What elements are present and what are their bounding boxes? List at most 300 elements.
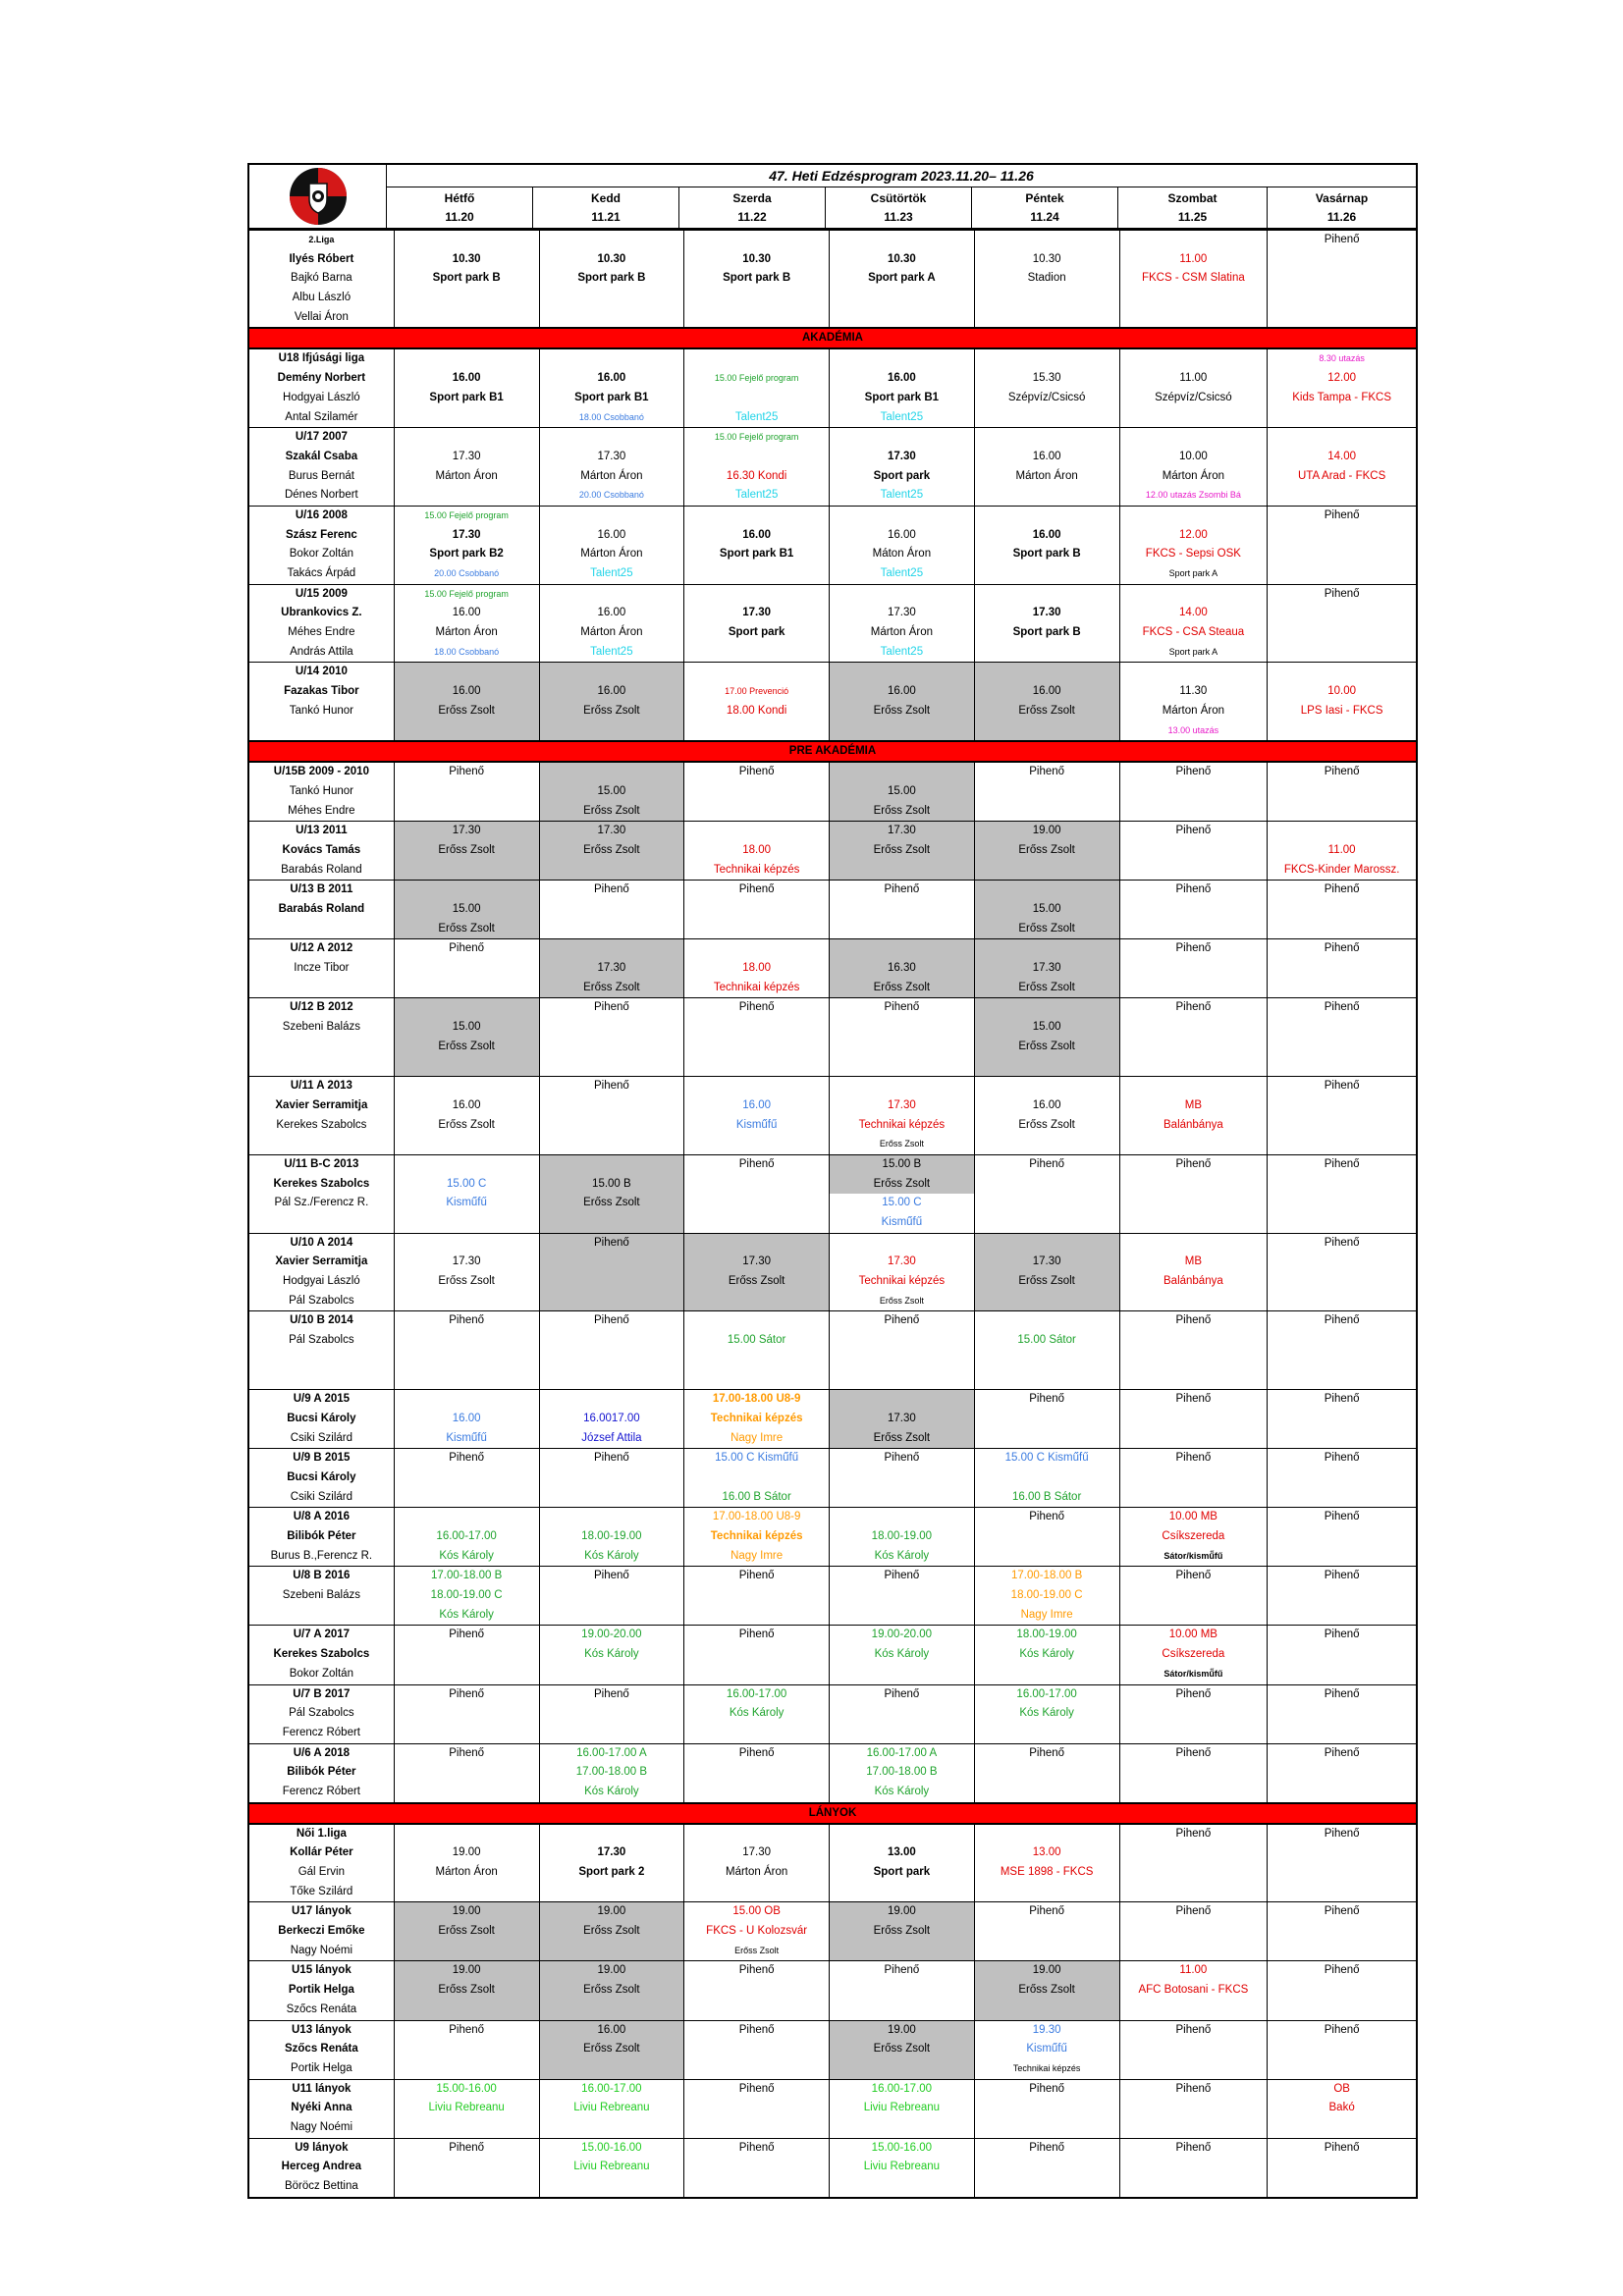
table-row	[249, 662, 1416, 682]
schedule-cell	[1120, 1942, 1269, 1961]
schedule-cell	[684, 1351, 830, 1370]
schedule-cell: Kós Károly	[830, 1783, 975, 1802]
schedule-cell	[540, 1586, 685, 1606]
schedule-cell: 15.00 C Kismű̋fű	[684, 1449, 830, 1468]
schedule-cell: 15.00 Sátor	[975, 1331, 1120, 1351]
schedule-cell	[540, 1508, 685, 1527]
schedule-cell	[1120, 1077, 1269, 1096]
schedule-cell	[830, 1468, 975, 1488]
table-row	[249, 1704, 1416, 1724]
schedule-cell	[975, 881, 1120, 900]
schedule-cell	[684, 663, 830, 682]
schedule-cell: Szépvíz/Csicsó	[975, 389, 1120, 408]
schedule-cell: Pihenő	[1120, 2139, 1269, 2159]
schedule-cell	[975, 1527, 1120, 1547]
schedule-cell	[540, 585, 685, 605]
schedule-cell: Pihenő	[395, 1311, 540, 1331]
schedule-cell: Márton Áron	[395, 623, 540, 643]
schedule-cell	[1120, 1213, 1269, 1233]
table-row	[249, 1233, 1416, 1254]
schedule-cell: Erőss Zsolt	[395, 1272, 540, 1292]
schedule-cell: Márton Áron	[540, 467, 685, 487]
team-label-cell: Barabás Roland	[249, 900, 395, 920]
schedule-cell: Pihenő	[684, 1155, 830, 1175]
team-label-cell: Kollár Péter	[249, 1843, 395, 1863]
schedule-cell	[975, 782, 1120, 802]
schedule-cell: Pihenő	[395, 763, 540, 782]
schedule-cell: Erőss Zsolt	[395, 702, 540, 721]
schedule-cell: 19.00	[540, 1961, 685, 1981]
table-row	[249, 1922, 1416, 1942]
schedule-cell: 17.30	[684, 1843, 830, 1863]
schedule-cell: Pihenő	[1324, 1157, 1360, 1170]
table-row	[249, 2118, 1416, 2138]
schedule-cell	[975, 2177, 1120, 2197]
schedule-cell	[830, 763, 975, 782]
schedule-cell: Csíkszereda	[1120, 1645, 1269, 1665]
table-row	[249, 2040, 1416, 2059]
schedule-cell: 10.00 MB	[1120, 1508, 1269, 1527]
schedule-cell: Erőss Zsolt	[395, 1922, 540, 1942]
table-row	[249, 1665, 1416, 1684]
schedule-cell: 15.00-16.00	[540, 2139, 685, 2159]
schedule-cell: Pihenő	[684, 881, 830, 900]
table-row	[249, 2158, 1416, 2177]
team-label-cell: U/15B 2009 - 2010	[249, 763, 395, 782]
schedule-cell	[975, 1410, 1120, 1429]
schedule-cell: Erőss Zsolt	[975, 702, 1120, 721]
schedule-cell	[395, 1942, 540, 1961]
schedule-cell	[830, 663, 975, 682]
schedule-cell: 15.00 C	[395, 1175, 540, 1195]
table-row	[249, 1625, 1416, 1645]
schedule-cell	[975, 1135, 1120, 1154]
schedule-cell: Kismű̋fű	[975, 2040, 1120, 2059]
schedule-cell	[975, 939, 1120, 959]
schedule-cell: Kós Károly	[395, 1547, 540, 1567]
schedule-cell: Pihenő	[1120, 1567, 1269, 1586]
day-date: 11.26	[1326, 209, 1357, 224]
schedule-cell	[684, 1586, 830, 1606]
schedule-cell: Pihenő	[395, 1626, 540, 1645]
table-row	[249, 2059, 1416, 2079]
schedule-cell: Balánbánya	[1120, 1272, 1269, 1292]
schedule-cell: 15.00	[975, 900, 1120, 920]
schedule-cell: Márton Áron	[975, 467, 1120, 487]
schedule-cell: Talent25	[830, 486, 975, 506]
schedule-cell	[684, 1038, 830, 1057]
schedule-cell	[395, 782, 540, 802]
schedule-cell	[540, 1096, 685, 1116]
schedule-cell: Erőss Zsolt	[830, 702, 975, 721]
schedule-cell	[1120, 1038, 1269, 1057]
schedule-cell	[1268, 900, 1416, 920]
schedule-cell	[830, 1942, 975, 1961]
schedule-cell: 10.30	[975, 250, 1120, 270]
schedule-cell: 18.00	[684, 959, 830, 979]
schedule-cell: Technikai képzés	[684, 1527, 830, 1547]
schedule-cell: Sport park B1	[830, 389, 975, 408]
schedule-cell	[830, 349, 975, 369]
table-row	[249, 1018, 1416, 1038]
team-label-cell: Bucsi Károly	[249, 1468, 395, 1488]
schedule-cell: Pihenő	[1324, 1001, 1360, 1014]
schedule-cell	[540, 308, 685, 328]
schedule-cell	[540, 900, 685, 920]
schedule-cell	[830, 1077, 975, 1096]
schedule-cell	[395, 979, 540, 998]
schedule-cell: Máton Áron	[830, 545, 975, 564]
schedule-cell: Márton Áron	[540, 623, 685, 643]
table-row	[249, 920, 1416, 939]
schedule-cell: Pihenő	[1324, 2141, 1360, 2154]
schedule-cell: 10.00	[1120, 448, 1269, 467]
schedule-cell	[830, 1057, 975, 1077]
team-label-cell: Bajkó Barna	[249, 269, 395, 289]
schedule-cell: 10.30	[395, 250, 540, 270]
schedule-cell	[830, 1508, 975, 1527]
schedule-cell: Sport park B	[684, 269, 830, 289]
schedule-cell	[1120, 1351, 1269, 1370]
team-label-cell: Kerekes Szabolcs	[249, 1116, 395, 1136]
schedule-cell: FKCS-Kinder Marossz.	[1283, 863, 1400, 876]
schedule-cell: Pihenő	[684, 1744, 830, 1764]
day-name: Szombat	[1167, 190, 1217, 205]
schedule-cell	[1268, 959, 1416, 979]
schedule-cell: 17.30	[830, 1096, 975, 1116]
schedule-cell	[975, 861, 1120, 881]
team-label-cell: U9 lányok	[249, 2139, 395, 2159]
schedule-cell: 14.00	[1327, 450, 1357, 462]
schedule-cell: Pihenő	[1324, 508, 1360, 521]
schedule-cell	[975, 486, 1120, 506]
schedule-cell	[1268, 1981, 1416, 2001]
schedule-cell	[1268, 663, 1416, 682]
schedule-cell	[975, 408, 1120, 428]
table-row	[249, 2099, 1416, 2118]
schedule-cell: 11.00	[1120, 250, 1269, 270]
schedule-cell	[540, 289, 685, 308]
schedule-cell	[830, 1370, 975, 1390]
schedule-cell	[395, 2177, 540, 2197]
team-label-cell: Albu László	[249, 289, 395, 308]
schedule-cell: Erőss Zsolt	[684, 1942, 830, 1961]
schedule-cell: Technikai képzés	[975, 2059, 1120, 2079]
schedule-cell: 16.00-17.00 A	[830, 1744, 975, 1764]
schedule-cell: Pihenő	[684, 2021, 830, 2041]
schedule-cell: Erőss Zsolt	[395, 841, 540, 861]
table-row	[249, 269, 1416, 289]
schedule-cell	[1268, 721, 1416, 741]
schedule-cell: Pihenő	[540, 1234, 685, 1254]
schedule-cell: FKCS - CSM Slatina	[1120, 269, 1269, 289]
schedule-cell: 16.00	[395, 604, 540, 623]
day-header-2	[679, 187, 826, 228]
schedule-cell	[975, 1175, 1120, 1195]
schedule-cell: 17.30	[540, 822, 685, 841]
schedule-cell: Kós Károly	[830, 1547, 975, 1567]
club-logo	[249, 165, 387, 228]
schedule-cell: Erőss Zsolt	[540, 979, 685, 998]
schedule-cell: 16.00	[395, 682, 540, 702]
schedule-cell	[1268, 1724, 1416, 1743]
day-header-6	[1268, 187, 1416, 228]
schedule-cell	[975, 1665, 1120, 1684]
schedule-cell	[540, 939, 685, 959]
section-banner: PRE AKADÉMIA	[249, 740, 1416, 763]
schedule-cell	[540, 2177, 685, 2197]
schedule-cell: Pihenő	[1324, 883, 1360, 896]
team-label-cell: Portik Helga	[249, 2059, 395, 2079]
schedule-cell: 16.00	[975, 448, 1120, 467]
schedule-cell	[1120, 1370, 1269, 1390]
schedule-cell: 18.00-19.00	[975, 1626, 1120, 1645]
table-row	[249, 1135, 1416, 1154]
team-label-cell: U/9 B 2015	[249, 1449, 395, 1468]
schedule-cell	[540, 1390, 685, 1410]
schedule-cell: Talent25	[830, 643, 975, 663]
schedule-cell: Pihenő	[684, 1961, 830, 1981]
schedule-cell	[684, 1606, 830, 1626]
team-label-cell: U11 lányok	[249, 2080, 395, 2100]
schedule-cell	[830, 1351, 975, 1370]
schedule-cell: Liviu Rebreanu	[395, 2099, 540, 2118]
schedule-cell	[975, 308, 1120, 328]
schedule-cell: Sport park B1	[395, 389, 540, 408]
schedule-cell: Erőss Zsolt	[540, 2040, 685, 2059]
schedule-cell: 15.00 Fejelő program	[395, 585, 540, 605]
schedule-cell: 15.00 Fejelő program	[395, 507, 540, 526]
schedule-cell	[1268, 1922, 1416, 1942]
schedule-cell: Technikai képzés	[684, 979, 830, 998]
schedule-cell	[1120, 1234, 1269, 1254]
schedule-cell: 19.00	[395, 1843, 540, 1863]
schedule-cell	[1120, 1292, 1269, 1311]
table-row	[249, 604, 1416, 623]
schedule-cell: Erőss Zsolt	[395, 1981, 540, 2001]
schedule-cell	[395, 721, 540, 741]
schedule-cell	[830, 1331, 975, 1351]
schedule-cell	[975, 1311, 1120, 1331]
schedule-cell	[1120, 663, 1269, 682]
schedule-cell	[1268, 289, 1416, 308]
schedule-cell	[684, 1783, 830, 1802]
schedule-cell	[975, 428, 1120, 448]
schedule-cell	[1268, 604, 1416, 623]
schedule-cell: 10.30	[830, 250, 975, 270]
schedule-cell	[830, 861, 975, 881]
team-label-cell: Burus Bernát	[249, 467, 395, 487]
schedule-cell: Liviu Rebreanu	[830, 2158, 975, 2177]
schedule-cell	[1120, 1429, 1269, 1449]
schedule-cell	[540, 1331, 685, 1351]
table-row	[249, 900, 1416, 920]
schedule-cell: Sport park B	[975, 623, 1120, 643]
schedule-cell: Márton Áron	[540, 545, 685, 564]
team-label-cell: Berkeczi Emőke	[249, 1922, 395, 1942]
schedule-cell: Pihenő	[830, 1449, 975, 1468]
schedule-cell: Pihenő	[1324, 1746, 1360, 1759]
table-row	[249, 1389, 1416, 1410]
schedule-cell: 10.30	[684, 250, 830, 270]
team-label-cell: U/6 A 2018	[249, 1744, 395, 1764]
team-label-cell: Ilyés Róbert	[249, 250, 395, 270]
schedule-cell: Pihenő	[1120, 2080, 1269, 2100]
table-row	[249, 1783, 1416, 1802]
schedule-cell	[684, 920, 830, 939]
schedule-cell	[684, 782, 830, 802]
schedule-cell: Erőss Zsolt	[975, 1981, 1120, 2001]
schedule-cell: 19.00	[830, 2021, 975, 2041]
schedule-cell	[1120, 2099, 1269, 2118]
schedule-cell: Kismű̋fű	[395, 1194, 540, 1213]
schedule-cell: LPS Iasi - FKCS	[1300, 704, 1383, 717]
schedule-cell	[395, 1234, 540, 1254]
table-row	[249, 545, 1416, 564]
team-label-cell: U/11 A 2013	[249, 1077, 395, 1096]
schedule-cell: 16.00-17.00	[684, 1685, 830, 1705]
schedule-cell	[1120, 959, 1269, 979]
table-row	[249, 763, 1416, 782]
team-label-cell: U/8 B 2016	[249, 1567, 395, 1586]
schedule-cell	[1268, 802, 1416, 822]
schedule-cell	[975, 289, 1120, 308]
schedule-cell: Sátor/kismű̋fű	[1120, 1547, 1269, 1567]
schedule-cell	[1268, 1863, 1416, 1883]
schedule-cell	[395, 1883, 540, 1902]
team-label-cell: Csiki Szilárd	[249, 1488, 395, 1508]
schedule-cell	[395, 1825, 540, 1844]
schedule-cell: 11.30	[1120, 682, 1269, 702]
table-row	[249, 643, 1416, 663]
schedule-cell	[975, 1292, 1120, 1311]
schedule-cell	[975, 1213, 1120, 1233]
schedule-cell: 13.00	[830, 1843, 975, 1863]
schedule-cell: Pihenő	[975, 1155, 1120, 1175]
schedule-cell	[830, 1488, 975, 1508]
schedule-cell: Pihenő	[540, 1449, 685, 1468]
schedule-cell	[395, 428, 540, 448]
schedule-cell: 16.30	[830, 959, 975, 979]
schedule-cell	[1120, 2040, 1269, 2059]
table-row	[249, 821, 1416, 841]
schedule-cell	[975, 663, 1120, 682]
schedule-cell	[1120, 1724, 1269, 1743]
table-row	[249, 1843, 1416, 1863]
schedule-cell: 10.30	[540, 250, 685, 270]
schedule-cell	[540, 1606, 685, 1626]
schedule-cell	[684, 1213, 830, 1233]
schedule-cell	[1120, 1883, 1269, 1902]
schedule-cell: 17.00 Prevenció	[684, 682, 830, 702]
table-row	[249, 1253, 1416, 1272]
schedule-cell: 11.00	[1120, 1961, 1269, 1981]
schedule-cell: 16.00	[395, 1096, 540, 1116]
schedule-cell: Pihenő	[830, 1685, 975, 1705]
schedule-cell: Erőss Zsolt	[540, 1194, 685, 1213]
schedule-cell: 13.00	[975, 1843, 1120, 1863]
schedule-cell: 11.00	[1120, 369, 1269, 389]
schedule-cell: Pihenő	[975, 1902, 1120, 1922]
table-row	[249, 1057, 1416, 1077]
team-label-cell: Bokor Zoltán	[249, 1665, 395, 1684]
schedule-cell: 17.30	[830, 1253, 975, 1272]
team-label-cell: U/13 2011	[249, 822, 395, 841]
team-label-cell: Vellai Áron	[249, 308, 395, 328]
schedule-cell	[1120, 2177, 1269, 2197]
table-row	[249, 979, 1416, 998]
schedule-cell: 18.00-19.00 C	[975, 1586, 1120, 1606]
schedule-cell	[1268, 1763, 1416, 1783]
team-label-cell: U/11 B-C 2013	[249, 1155, 395, 1175]
table-row	[249, 1410, 1416, 1429]
schedule-cell: Pihenő	[1324, 1905, 1360, 1918]
schedule-cell	[395, 1213, 540, 1233]
schedule-cell	[1268, 2040, 1416, 2059]
schedule-cell: 19.00	[395, 1961, 540, 1981]
schedule-cell	[1268, 2158, 1416, 2177]
schedule-cell: 15.00	[395, 1018, 540, 1038]
schedule-cell: Pihenő	[1324, 1570, 1360, 1582]
schedule-cell	[975, 1883, 1120, 1902]
schedule-cell: OB	[1333, 2082, 1350, 2095]
schedule-cell: Kós Károly	[540, 1783, 685, 1802]
schedule-cell: Pihenő	[830, 1311, 975, 1331]
schedule-cell	[1268, 1843, 1416, 1863]
schedule-cell	[684, 1724, 830, 1743]
schedule-cell: 16.00	[830, 682, 975, 702]
schedule-cell	[684, 2040, 830, 2059]
schedule-cell	[1120, 1783, 1269, 1802]
schedule-cell: Erőss Zsolt	[830, 802, 975, 822]
day-header-0	[387, 187, 533, 228]
schedule-cell	[1268, 564, 1416, 584]
schedule-cell	[684, 643, 830, 663]
schedule-cell	[1120, 2001, 1269, 2020]
team-label-cell: Dénes Norbert	[249, 486, 395, 506]
table-row	[249, 1960, 1416, 1981]
schedule-cell	[684, 1057, 830, 1077]
schedule-cell: Sátor/kismű̋fű	[1120, 1665, 1269, 1684]
schedule-cell	[1120, 1488, 1269, 1508]
schedule-cell	[395, 1292, 540, 1311]
schedule-cell: 15.00 B	[540, 1175, 685, 1195]
table-row	[249, 1586, 1416, 1606]
schedule-cell: 16.00 B Sátor	[975, 1488, 1120, 1508]
schedule-cell	[975, 1194, 1120, 1213]
schedule-cell: Erőss Zsolt	[975, 841, 1120, 861]
table-row	[249, 1942, 1416, 1961]
schedule-cell	[684, 939, 830, 959]
schedule-cell	[395, 1135, 540, 1154]
schedule-cell: 16.00	[975, 682, 1120, 702]
section-banner: AKADÉMIA	[249, 327, 1416, 349]
schedule-cell: Márton Áron	[1120, 702, 1269, 721]
schedule-cell: Pihenő	[1324, 1452, 1360, 1465]
section-banner: LÁNYOK	[249, 1802, 1416, 1825]
schedule-cell	[975, 1825, 1120, 1844]
schedule-cell	[1120, 1586, 1269, 1606]
team-label-cell: Incze Tibor	[249, 959, 395, 979]
schedule-cell	[1120, 428, 1269, 448]
schedule-cell: Erőss Zsolt	[975, 920, 1120, 939]
schedule-cell: 17.30	[975, 1253, 1120, 1272]
schedule-cell: 18.00 Csobbanó	[395, 643, 540, 663]
schedule-cell	[1120, 841, 1269, 861]
schedule-cell: 17.00-18.00 U8-9	[684, 1390, 830, 1410]
table-row	[249, 369, 1416, 389]
schedule-cell: Sport park B	[975, 545, 1120, 564]
